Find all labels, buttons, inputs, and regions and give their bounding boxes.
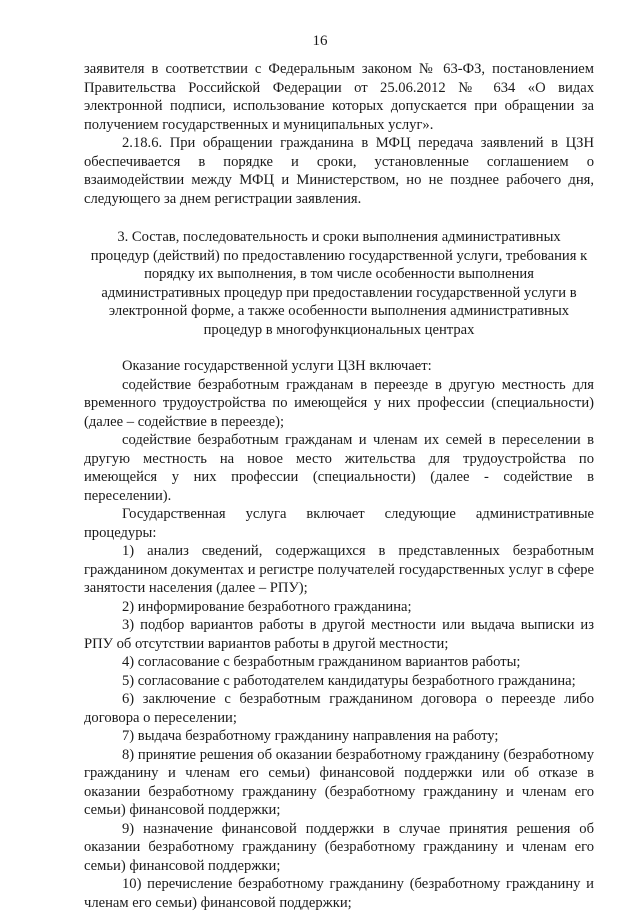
list-item-procedure: 1) анализ сведений, содержащихся в представленных безработным гражданином документах и регистре получателей государственных услуг в сфере занятости населения (далее – РПУ); [84,543,594,596]
paragraph-procedures-intro: Государственная услуга включает следующие административные процедуры: [84,506,594,541]
list-item-procedure: 7) выдача безработному гражданину направления на работу; [122,728,499,744]
list-item-procedure: 3) подбор вариантов работы в другой местности или выдача выписки из РПУ об отсутствии вариантов работы в другой местности; [84,617,594,652]
list-item-procedure: 6) заключение с безработным гражданином договора о переезде либо договора о переселении; [84,691,594,726]
section-heading-line: электронной форме, а также особенности выполнения административных [108,303,570,319]
paragraph-resettlement-assistance: содействие безработным гражданам и членам их семей в переселении в другую местность на новое место жительства для трудоустройства по имеющейся у них профессии (специальности) (далее - содействие в переселении). [84,432,594,504]
document-body [84,60,594,912]
paragraph-2-18-6: 2.18.6. При обращении гражданина в МФЦ передача заявлений в ЦЗН обеспечивается в порядке и сроки, установленные соглашением о взаимодействии между МФЦ и Министерством, но не позднее рабочего дня, следующего за днем регистрации заявления. [84,135,594,207]
page-number: 16 [312,33,328,49]
paragraph-continuation: заявителя в соответствии с Федеральным законом № 63-ФЗ, постановлением Правительства Российской Федерации от 25.06.2012 № 634 «О видах электронной подписи, использование которых допускается при обращении за получением государственных и муниципальных услуг». [84,61,594,133]
section-heading-line: процедур в многофункциональных центрах [203,321,475,338]
section-heading [84,228,594,339]
section-heading-line: процедур (действий) по предоставлению государственной услуги, требования к [90,247,588,264]
list-item-procedure: 10) перечисление безработному гражданину (безработному гражданину и членам его семьи) финансовой поддержки; [84,876,594,911]
section-heading-line: 3. Состав, последовательность и сроки выполнения административных [117,229,561,245]
list-item-procedure: 9) назначение финансовой поддержки в случае принятия решения об оказании безработному гражданину (безработному гражданину и членам его семьи) финансовой поддержки; [84,820,594,874]
list-item-procedure: 2) информирование безработного гражданина; [122,598,412,615]
paragraph-service-includes: Оказание государственной услуги ЦЗН включает: [122,358,432,374]
list-item-procedure: 8) принятие решения об оказании безработному гражданину (безработному гражданину и членам его семьи) финансовой поддержки или об отказе в оказании безработному гражданину (безработному гражданину и членам его семьи) финансовой поддержки; [84,746,594,818]
list-item-procedure: 5) согласование с работодателем кандидатуры безработного гражданина; [122,672,576,689]
section-heading-line: административных процедур при предоставлении государственной услуги в [101,284,577,301]
section-heading-line: порядку их выполнения, в том числе особенности выполнения [144,266,534,282]
list-item-procedure: 4) согласование с безработным гражданином вариантов работы; [122,654,521,670]
paragraph-relocation-assistance: содействие безработным гражданам в переезде в другую местность для временного трудоустройства по имеющейся у них профессии (специальности) (далее – содействие в переезде); [84,376,594,430]
